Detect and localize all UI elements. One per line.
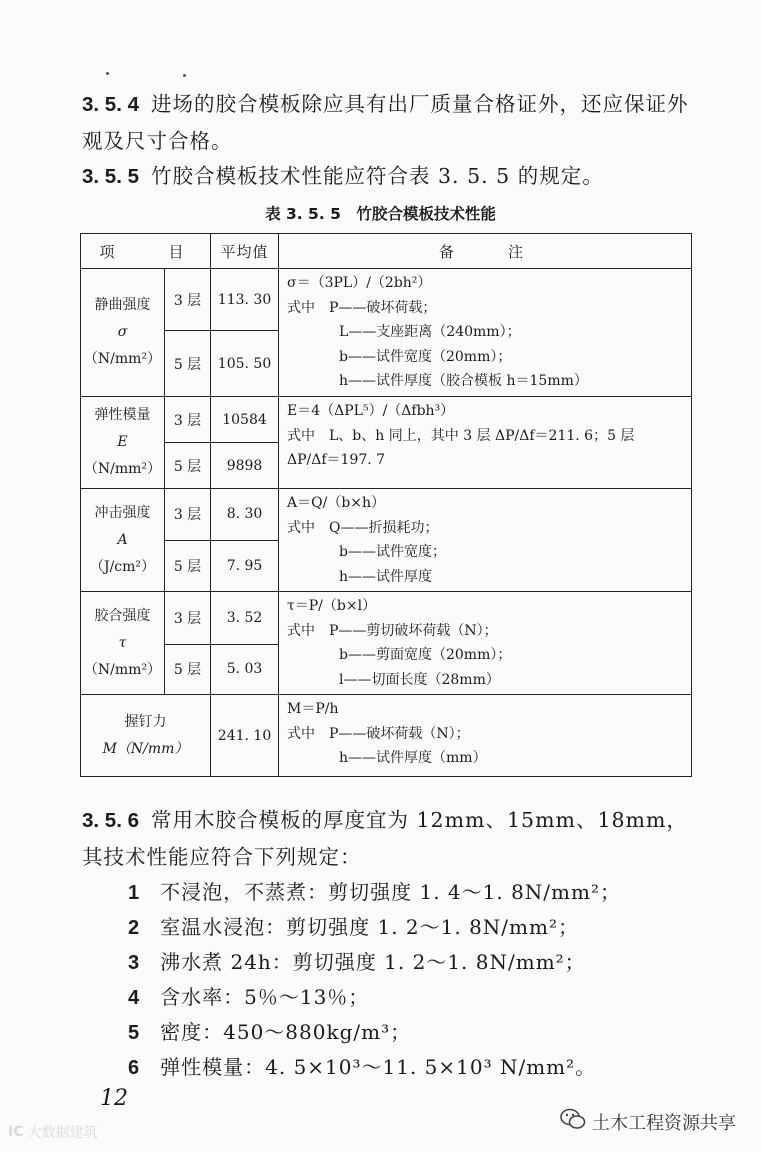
layer-label: 5 层 [165,443,211,489]
formula-note: σ＝（3PL）/（2bh²） 式中 P——破坏荷载； L——支座距离（240mm）； b——试件宽度（20mm）； h——试件厚度（胶合模板 h＝15mm） [279,269,692,397]
speck [183,74,186,77]
speck [106,72,109,75]
formula-note: A＝Q/（b×h） 式中 Q——折损耗功； b——试件宽度； h——试件厚度 [279,489,692,592]
layer-label: 3 层 [165,489,211,541]
clause-3-5-4 [82,86,694,159]
watermark-text: 大数据建筑 [27,1125,98,1141]
average-value: 105. 50 [211,331,279,397]
average-value: 241. 10 [211,695,279,777]
property-name: 冲击强度 A （J/cm²） [81,489,165,592]
table-row [81,269,692,331]
layer-label: 5 层 [165,644,211,694]
average-value: 10584 [211,397,279,443]
watermark-right [560,1108,736,1135]
average-value: 5. 03 [211,644,279,694]
table-title: 表 3. 5. 5 竹胶合模板技术性能 [265,205,496,223]
table-row [81,592,692,645]
average-value: 8. 30 [211,489,279,541]
page-number: 12 [100,1086,128,1111]
average-value: 9898 [211,443,279,489]
wechat-icon [560,1108,586,1135]
clause-text: 竹胶合模板技术性能应符合表 3. 5. 5 的规定。 [151,164,604,188]
header-item: 项 目 [81,234,211,269]
list-item: 4 含水率：5％～13％； [128,985,370,1009]
table-row [81,695,692,777]
clause-number: 3. 5. 6 [82,809,139,832]
average-value: 7. 95 [211,540,279,592]
header-average: 平均值 [211,234,279,269]
table-row [81,489,692,541]
layer-label: 5 层 [165,540,211,592]
list-item: 5 密度：450～880kg/m³； [128,1020,412,1044]
clause-3-5-6 [82,802,694,875]
list-item: 2 室温水浸泡：剪切强度 1. 2～1. 8N/mm²； [128,915,579,939]
formula-note: M＝P/h 式中 P——破坏荷载（N）； h——试件厚度（mm） [279,695,692,777]
table-row [81,397,692,443]
list-item: 1 不浸泡，不蒸煮：剪切强度 1. 4～1. 8N/mm²； [128,880,621,904]
layer-label: 3 层 [165,397,211,443]
list-item: 3 沸水煮 24h：剪切强度 1. 2～1. 8N/mm²； [128,950,586,974]
watermark-left [8,1122,97,1142]
property-name: 静曲强度 σ （N/mm²） [81,269,165,397]
clause-text: 进场的胶合模板除应具有出厂质量合格证外，还应保证外观及尺寸合格。 [82,92,689,153]
layer-label: 5 层 [165,331,211,397]
logo-icon: IC [8,1124,24,1140]
list-item: 6 弹性模量：4. 5×10³～11. 5×10³ N/mm²。 [128,1055,597,1079]
table-header-row [81,234,692,269]
average-value: 3. 52 [211,592,279,645]
layer-label: 3 层 [165,592,211,645]
formula-note: τ＝P/（b×l） 式中 P——剪切破坏荷载（N）； b——剪面宽度（20mm）； l——切面长度（28mm） [279,592,692,695]
formula-note: E＝4（ΔPL⁵）/（Δfbh³） 式中 L、b、h 同上，其中 3 层 ΔP/Δf＝211. 6；5 层 ΔP/Δf＝197. 7 [279,397,692,489]
clause-3-5-5 [82,158,694,195]
average-value: 113. 30 [211,269,279,331]
clause-number: 3. 5. 5 [82,165,139,188]
layer-label: 3 层 [165,269,211,331]
property-name: 弹性模量 E （N/mm²） [81,397,165,489]
watermark-text: 土木工程资源共享 [592,1112,736,1134]
clause-text: 常用木胶合模板的厚度宜为 12mm、15mm、18mm，其技术性能应符合下列规定： [82,808,688,869]
header-note: 备 注 [279,234,692,269]
clause-number: 3. 5. 4 [82,93,139,116]
property-name: 胶合强度 τ （N/mm²） [81,592,165,695]
technical-performance-table [80,233,692,777]
property-name: 握钉力 M（N/mm） [81,695,211,777]
